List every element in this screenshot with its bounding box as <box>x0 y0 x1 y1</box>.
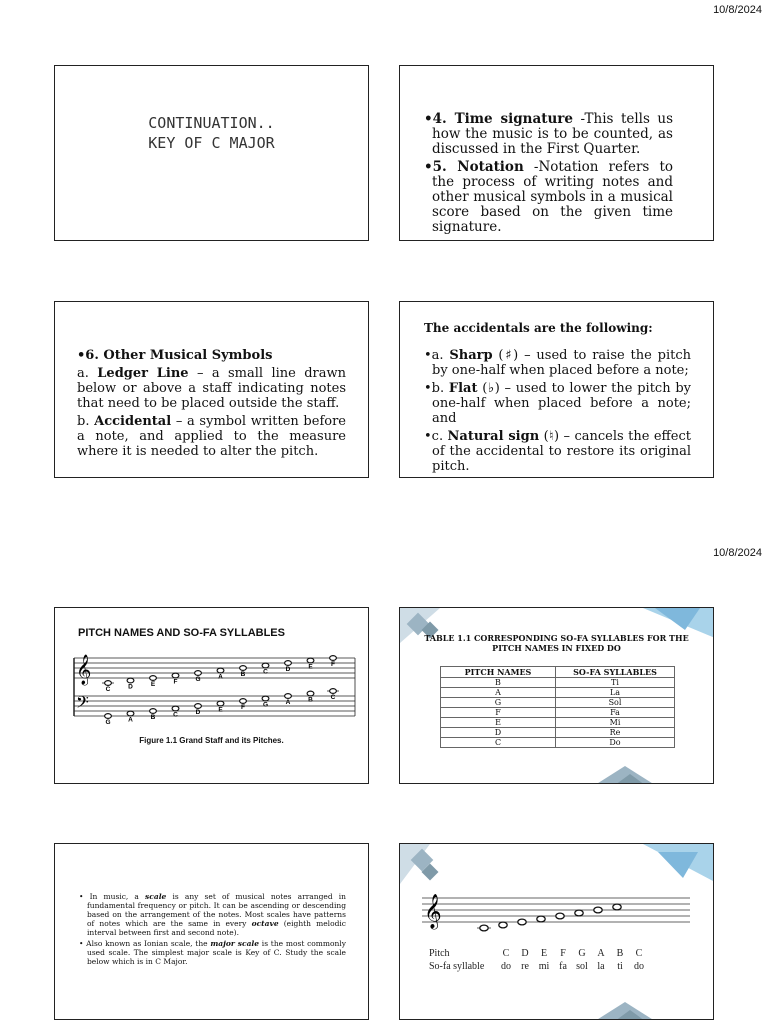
bullet-list <box>424 112 673 238</box>
table-row <box>441 698 675 708</box>
note-head <box>307 691 314 696</box>
item-prefix: •c. <box>424 429 448 444</box>
table-row <box>441 728 675 738</box>
note-label: G <box>195 676 201 683</box>
syllable-cell: La <box>556 688 675 698</box>
pitch-cell: C <box>441 738 556 748</box>
table-row <box>441 688 675 698</box>
table-row <box>441 718 675 728</box>
note-label: F <box>331 661 335 668</box>
bullet-major-scale <box>79 939 346 966</box>
sofa-row-label: So-fa syllable <box>429 961 485 972</box>
note-label: C <box>330 694 336 701</box>
definition: – a small line drawn below or above a staff indicating notes that need to be placed outside the staff. <box>77 366 346 411</box>
note-head <box>217 668 224 673</box>
sofa-table <box>440 666 675 748</box>
note-head <box>240 666 247 671</box>
note-head <box>330 656 337 661</box>
treble-clef-icon: 𝄞 <box>424 894 442 929</box>
note-label: A <box>128 716 133 724</box>
note-label: G <box>105 719 111 726</box>
note-head <box>105 714 112 719</box>
table-row <box>441 738 675 748</box>
item-prefix: b. <box>77 414 95 429</box>
syllable-cell: Mi <box>556 718 675 728</box>
note-head <box>105 681 112 686</box>
table-header-row <box>441 667 675 678</box>
note-label: E <box>308 663 313 671</box>
note-label: F <box>173 678 178 686</box>
pitch-label: B <box>616 948 624 959</box>
pitch-cell: B <box>441 678 556 688</box>
bullet-list <box>77 348 346 462</box>
syllable-label: mi <box>538 961 550 972</box>
syllable-label: re <box>521 961 529 972</box>
term: Accidental <box>94 414 172 429</box>
bullet-list <box>79 892 346 968</box>
text: (eighth melodic interval between first and second note). <box>87 919 346 937</box>
treble-clef-icon: 𝄞 <box>76 655 92 685</box>
pitch-cell: F <box>441 708 556 718</box>
definition: – used to raise the pitch by one-half when placed before a note; <box>432 348 691 378</box>
syllable-cell: Fa <box>556 708 675 718</box>
pitch-label: D <box>521 948 529 959</box>
bullet-time-signature <box>424 112 673 157</box>
note-label: E <box>218 706 223 714</box>
item-sharp <box>424 348 691 378</box>
definition: -Notation refers to the process of writing notes and other musical symbols in a musical score based on the given time signature. <box>432 159 674 235</box>
note-head <box>556 913 564 919</box>
text: is any set of musical notes arranged in fundamental frequency or pitch. It can be ascending or descending based on the arrangement of the notes. Most scales have patterns of notes which are the same in every <box>87 892 346 928</box>
note-head <box>330 689 337 694</box>
syllable-label: do <box>634 961 644 972</box>
note-head <box>518 919 526 925</box>
item-ledger-line <box>77 366 346 411</box>
note-head <box>172 706 179 711</box>
sharp-icon: (♯) <box>492 348 519 363</box>
text: • Also known as Ionian scale, the <box>79 939 211 948</box>
definition: -This tells us how the music is to be counted, as discussed in the First Quarter. <box>432 111 674 157</box>
table-row <box>441 708 675 718</box>
term: •5. Notation <box>424 159 524 175</box>
syllable-label: la <box>597 961 605 972</box>
note-head <box>172 673 179 678</box>
term: octave <box>251 919 279 928</box>
note-head <box>285 661 292 666</box>
note-label: B <box>308 696 313 704</box>
note-head <box>240 699 247 704</box>
item-prefix: •b. <box>424 381 449 396</box>
syllable-label: fa <box>559 961 567 972</box>
item-prefix: a. <box>77 366 98 381</box>
note-head <box>127 711 134 716</box>
note-label: C <box>263 668 268 676</box>
note-head <box>285 694 292 699</box>
slide-title-text <box>55 113 368 153</box>
c-major-scale-staff <box>422 888 692 936</box>
note-label: D <box>195 709 201 716</box>
note-head <box>594 907 602 913</box>
note-label: B <box>150 714 156 721</box>
term: scale <box>145 892 167 901</box>
slide-heading: PITCH NAMES AND SO-FA SYLLABLES <box>78 627 285 639</box>
slide-other-symbols <box>54 301 369 478</box>
term: Ledger Line <box>97 366 189 381</box>
note-label: C <box>173 711 178 719</box>
bullet-notation <box>424 160 673 235</box>
table-title: TABLE 1.1 CORRESPONDING SO-FA SYLLABLES FOR THE PITCH NAMES IN FIXED DO <box>424 633 689 653</box>
slide-title <box>54 65 369 241</box>
date-label: 10/8/2024 <box>713 547 762 559</box>
text: • In music, a <box>79 892 146 901</box>
item-flat <box>424 381 691 426</box>
note-label: A <box>285 699 291 706</box>
note-head <box>150 676 157 681</box>
syllable-label: ti <box>617 961 623 972</box>
definition: – cancels the effect of the accidental to restore its original pitch. <box>432 429 691 474</box>
column-header: SO-FA SYLLABLES <box>556 667 675 678</box>
slide-c-major-scale <box>399 843 714 1020</box>
note-label: E <box>150 681 156 688</box>
term: Sharp <box>449 348 493 363</box>
table-row <box>441 678 675 688</box>
pitch-cell: G <box>441 698 556 708</box>
note-head <box>262 663 269 668</box>
slide-sofa-table <box>399 607 714 784</box>
note-head <box>195 671 202 676</box>
definition: – used to lower the pitch by one-half when placed before a note; and <box>432 381 691 426</box>
slide-heading: The accidentals are the following: <box>424 321 653 335</box>
pitch-label: A <box>597 948 605 959</box>
term: Natural sign <box>447 429 540 444</box>
definition: – a symbol written before a note, and applied to the measure where it is needed to alter the pitch. <box>77 414 346 459</box>
slide-time-signature <box>399 65 714 241</box>
date-label: 10/8/2024 <box>713 4 762 16</box>
note-label: G <box>262 701 269 709</box>
syllable-cell: Do <box>556 738 675 748</box>
note-head <box>262 696 269 701</box>
note-head <box>575 910 583 916</box>
title-line-2: KEY OF C MAJOR <box>148 134 275 152</box>
pitch-label: E <box>540 948 548 959</box>
syllable-label: do <box>501 961 511 972</box>
syllable-cell: Ti <box>556 678 675 688</box>
pitch-label: F <box>560 948 566 959</box>
grand-staff-figure <box>72 652 357 732</box>
slide-grand-staff <box>54 607 369 784</box>
syllable-cell: Sol <box>556 698 675 708</box>
pitch-label: C <box>502 948 510 959</box>
note-head <box>499 922 507 928</box>
item-natural <box>424 429 691 474</box>
pitch-cell: A <box>441 688 556 698</box>
note-head <box>150 709 157 714</box>
slide-accidentals <box>399 301 714 478</box>
pitch-cell: E <box>441 718 556 728</box>
note-label: A <box>218 673 223 681</box>
bass-clef-icon: 𝄢 <box>76 692 89 716</box>
flat-icon: (♭) <box>477 381 500 396</box>
term: •4. Time signature <box>424 111 573 127</box>
natural-icon: (♮) <box>539 429 560 444</box>
note-head <box>537 916 545 922</box>
note-head <box>480 925 488 931</box>
item-accidental <box>77 414 346 459</box>
pitch-row-label: Pitch <box>429 948 450 959</box>
note-label: D <box>285 666 291 673</box>
note-label: F <box>241 704 245 711</box>
note-label: B <box>240 671 246 678</box>
pitch-label: C <box>635 948 643 959</box>
slide-scale-text <box>54 843 369 1020</box>
bullet-list <box>424 348 691 477</box>
item-prefix: •a. <box>424 348 450 363</box>
syllable-cell: Re <box>556 728 675 738</box>
note-label: D <box>128 683 133 691</box>
bullet-scale <box>79 892 346 937</box>
note-label: C <box>105 686 111 693</box>
note-head <box>613 904 621 910</box>
term: Flat <box>448 381 478 396</box>
syllable-label: sol <box>576 961 588 972</box>
figure-caption: Figure 1.1 Grand Staff and its Pitches. <box>139 736 284 745</box>
section-heading: •6. Other Musical Symbols <box>77 348 273 363</box>
note-head <box>217 701 224 706</box>
note-head <box>195 704 202 709</box>
pitch-label: G <box>578 948 586 959</box>
column-header: PITCH NAMES <box>441 667 556 678</box>
pitch-cell: D <box>441 728 556 738</box>
title-line-1: CONTINUATION.. <box>148 114 275 132</box>
text: is the most commonly used scale. The simplest major scale is Key of C. Study the scale below which is in C Major. <box>87 939 346 966</box>
term: major scale <box>210 939 260 948</box>
note-head <box>127 678 134 683</box>
note-head <box>307 658 314 663</box>
